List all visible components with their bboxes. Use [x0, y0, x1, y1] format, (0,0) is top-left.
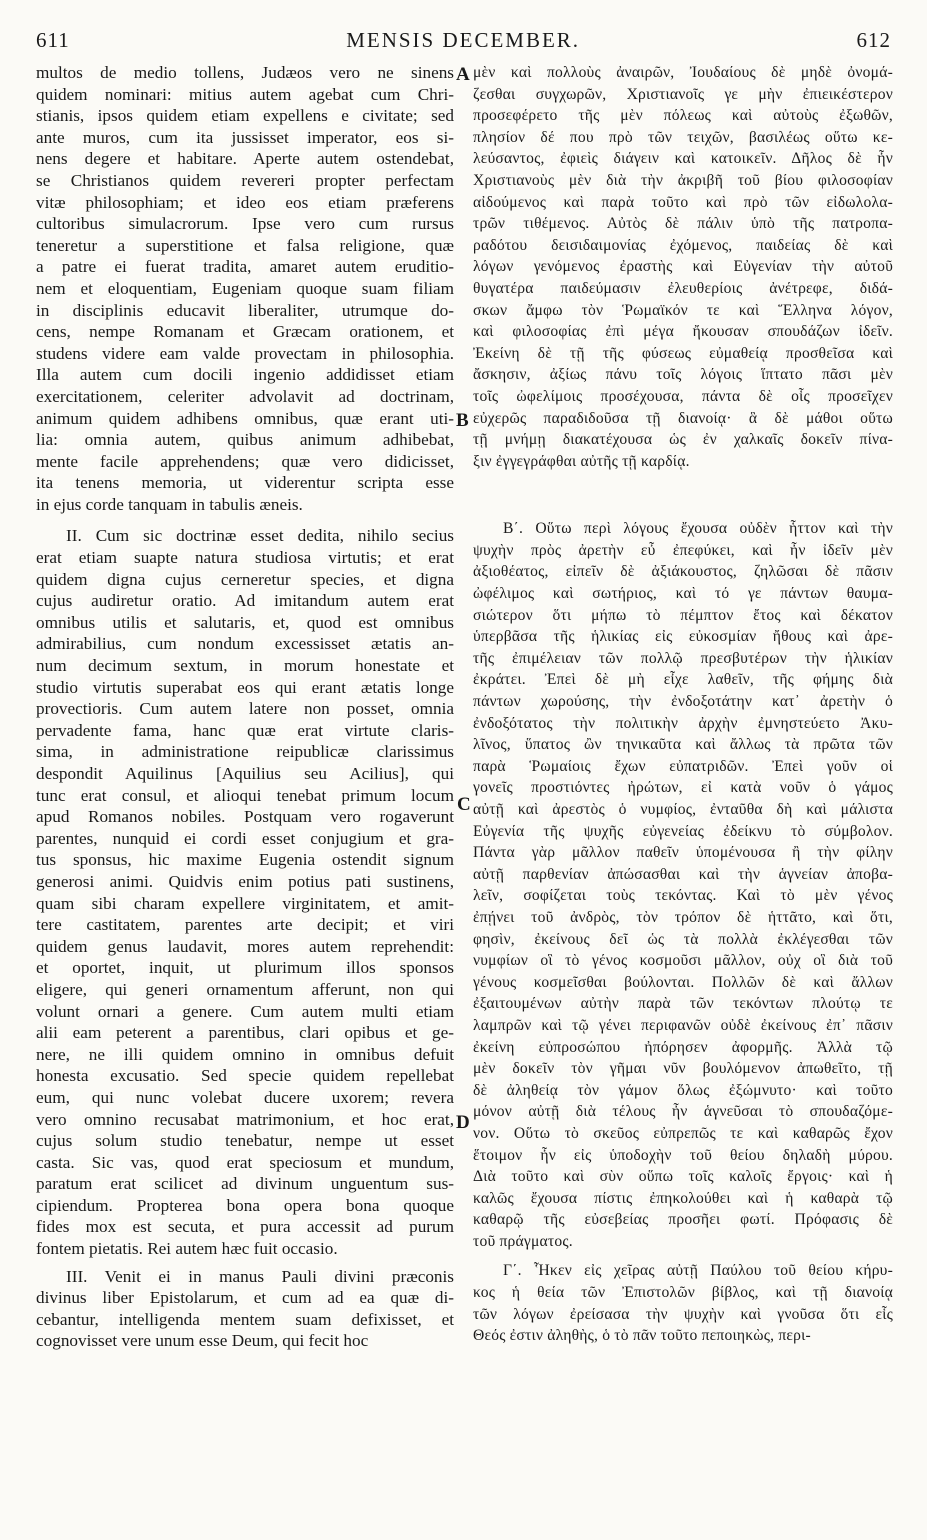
- text-line: stianis, ipsos quidem etiam expellens e civitate; sed: [36, 106, 454, 126]
- text-line: δὲ ἀληθείᾳ τὸν γάμον ὅλως ἐξώμνυτο· καὶ τοῦτο: [473, 1081, 893, 1099]
- text-line: εὐχερῶς παραδιδοῦσα τῇ διανοίᾳ· ἃ δὲ μάθοι οὕτω: [473, 409, 893, 427]
- text-line: animum quidem adhibens omnibus, quæ erant uti-: [36, 408, 454, 428]
- text-line: nere, ne illi quidem omnino in omnibus defuit: [36, 1044, 454, 1064]
- text-line: despondit Aquilinus [Aquilius seu Acilius], qui: [36, 764, 454, 783]
- text-line: admirabilius, cum nondum excessisset ætatis an-: [36, 634, 454, 654]
- text-line: ita tenens memoria, ut viderentur scripta esse: [36, 473, 454, 493]
- text-line: nens degere et habitare. Aperte autem ostendebat,: [36, 149, 454, 169]
- text-line: quam sibi charam expellere virginitatem, et amit-: [36, 893, 454, 913]
- text-line: ἐπῄνει τοῦ ἀνδρὸς, τὸν τρόπον δὲ ἡττᾶτο, καὶ ὅτι,: [473, 908, 893, 926]
- text-line: cultoribus simulacrorum. Ipse vero cum rursus: [36, 214, 454, 234]
- text-line: quidem nominari: mitius autem agebat cum Chri-: [36, 84, 454, 104]
- text-line: πλησίον δέ που πρὸ τῶν τειχῶν, βασιλέως οὕτω κε-: [473, 128, 893, 146]
- text-line: studio virtutis superabat eos qui erant ætatis longe: [36, 677, 454, 697]
- text-line: lia: omnia autem, quibus animum adhibebat,: [36, 430, 454, 450]
- text-line: et oportet, inquit, ut plurimum illos sponsos: [36, 958, 454, 978]
- text-line: nem et eloquentiam, Eugeniam quoque suam filiam: [36, 278, 454, 298]
- text-line: αἰδούμενος καὶ παρὰ τοῦτο καὶ πρὸ τῶν εἰδωλολα-: [473, 193, 893, 211]
- text-line: fontem pietatis. Rei autem hæc fuit occasio.: [36, 1239, 338, 1259]
- text-line: apud Romanos nobiles. Postquam vero rogaverunt: [36, 807, 454, 827]
- text-line: pervadente fama, hanc quæ erat virtute claris-: [36, 720, 454, 740]
- section-marker-d: D: [456, 1112, 470, 1133]
- text-line: studens videre eam valde provectam in philosophia.: [36, 343, 454, 363]
- text-line: mente facile apprehendens; quæ vero didicisset,: [36, 451, 454, 471]
- text-line: vitæ philosophiam; et ideo eos etiam præferens: [36, 192, 454, 212]
- text-line: λόγων γενόμενος ἐραστὴς καὶ Εὐγενίαν τὴν αὐτοῦ: [473, 258, 893, 276]
- text-line: τῶν λόγων ἐρείσασα τὴν ψυχὴν καὶ γνοῦσα ὅτι εἷς: [473, 1305, 893, 1323]
- greek-column: [473, 62, 893, 1347]
- text-line: ἕτοιμον ἦν εἰς ὑποδοχὴν τοῦ θείου δηλαδὴ μύρου.: [473, 1146, 893, 1164]
- text-line: ἀξιοθέατος, εἰπεῖν δὲ ἀξιάκουστος, ζηλῶσαι δὲ πᾶσιν: [473, 563, 893, 581]
- text-line: Πάντα γὰρ μᾶλλον παθεῖν ὑπομένουσα ἢ τὴν φίλην: [473, 844, 893, 862]
- text-line: τοῖς ὠφελίμοις προσέχουσα, πάντα δὲ οἷς προσεῖχεν: [473, 387, 893, 405]
- text-line: in ejus corde tanquam in tabulis æneis.: [36, 494, 303, 514]
- text-line: Χριστιανοὺς μὲν διὰ τὴν ἀκριβῆ τοῦ βίου φιλοσοφίαν: [473, 171, 893, 189]
- text-line: ἄσκησιν, ἀξίως πάνυ τοῖς λόγοις ἵπτατο πᾶσι μὲν: [473, 366, 893, 384]
- text-line: Θεός ἐστιν ἀληθὴς, ὁ τὸ πᾶν τοῦτο πεποιηκὼς, περι-: [473, 1327, 811, 1345]
- text-line: ἐνδοξότατος τὴν πολιτικὴν ἀρχὴν ἐμνηστεύετο Ἀκυ-: [473, 714, 893, 732]
- text-line: cujus solum studio tenebatur, nempe ut esset: [36, 1131, 454, 1151]
- latin-paragraph: [36, 525, 454, 1259]
- text-line: Ἐκείνη δὲ τῇ τῆς φύσεως εὐμαθείᾳ προσθεῖσα καὶ: [473, 344, 893, 362]
- text-line: paratum erat scilicet ad divinum unguentum sus-: [36, 1174, 454, 1194]
- section-marker-a: A: [456, 64, 470, 85]
- text-line: ὠφέλιμος καὶ σωτήριος, καὶ τό γε πάντων θαυμα-: [473, 585, 893, 603]
- text-line: quidem genus laudavit, mores autem reprehendit:: [36, 936, 454, 956]
- text-line: erat etiam suapte natura studiosa virtutis; et erat: [36, 548, 454, 568]
- text-line: cognovisset vere unum esse Deum, qui fecit hoc: [36, 1331, 369, 1351]
- text-line: τρῶν τιθέμενος. Αὐτὸς δὲ πάλιν ὑπὸ τῆς πατροπα-: [473, 215, 893, 233]
- text-line: ὑπερβᾶσα τῆς ἡλικίας εἰς εὐκοσμίαν ἤθους καὶ ἀρε-: [473, 628, 893, 646]
- text-line: τῆς ἐπιμέλειαν τῶν πολλῷ πρεσβυτέρων τὴν ἡλικίαν: [473, 649, 893, 667]
- text-line: Γ΄. Ἧκεν εἰς χεῖρας αὐτῇ Παύλου τοῦ θείου κήρυ-: [503, 1262, 893, 1280]
- text-line: καλῶς ἔχουσα πίστις ἐπηκολούθει καὶ ἡ καθαρὰ τῷ: [473, 1189, 893, 1207]
- text-line: casta. Sic vas, quod erat speciosum et mundum,: [36, 1152, 454, 1172]
- text-line: Διὰ τοῦτο καὶ σὺν οὕπω τοῖς καλοῖς ἔργοις· καὶ ἡ: [473, 1168, 893, 1186]
- text-line: cens, nempe Romanam et Græcam orationem, et: [36, 322, 454, 342]
- text-line: Εὐγενία τῆς ψυχῆς εὐγενείας ἐδείκνυ τὸ σύμβολον.: [473, 822, 893, 840]
- text-line: cipiendum. Propterea bona opera bona quoque: [36, 1195, 454, 1215]
- text-line: volunt ornari a genere. Cum autem multi etiam: [36, 1001, 454, 1021]
- section-marker-b: B: [456, 410, 469, 431]
- text-line: teneretur a superstitione et falsa religione, quæ: [36, 235, 454, 255]
- greek-paragraph: [473, 62, 893, 472]
- running-title: MENSIS DECEMBER.: [346, 28, 581, 52]
- latin-column: [36, 62, 454, 1352]
- text-line: παρὰ Ῥωμαίοις ἔχων εὐπατριδῶν. Ἐπεὶ γοῦν οἱ: [473, 757, 893, 775]
- text-line: λεύσαντος, ἐφιεὶς διάγειν καὶ κατοικεῖν. Δῆλος δὲ ἦν: [473, 150, 893, 168]
- text-line: Illa autem cum docili ingenio addidisset etiam: [36, 365, 454, 385]
- text-line: honesta excusatio. Sed specie quidem repellebat: [36, 1066, 454, 1086]
- text-line: tunc erat consul, et alioqui tenebat primum locum: [36, 785, 454, 805]
- text-line: multos de medio tollens, Judæos vero ne sinens: [36, 63, 454, 82]
- section-marker-c: C: [457, 794, 471, 815]
- text-line: generosi animi. Quidvis enim potius pati sustinens,: [36, 871, 454, 891]
- latin-paragraph: [36, 62, 454, 515]
- text-line: λεῖν, σοφίζεται τοὺς τεκόντας. Καὶ τὸ μὲν γένος: [473, 887, 893, 905]
- text-line: cebantur, intelligenda mentem suam defixisset, et: [36, 1309, 454, 1329]
- text-line: προσεφέρετο τῆς μὲν πόλεως καὶ αὐτοὺς ἐξωθῶν,: [473, 107, 893, 125]
- text-line: Β΄. Οὕτω περὶ λόγους ἔχουσα οὐδὲν ἧττον καὶ τὴν: [503, 520, 893, 538]
- text-line: ραδότου δεισιδαιμονίας ἐχόμενος, παιδείας δὲ καὶ: [473, 236, 893, 254]
- text-line: θυγατέρα παιδεύμασιν ἐλευθερίοις ἀνέτρεφε, διδά-: [473, 279, 893, 297]
- right-page-number: 612: [856, 28, 891, 52]
- text-line: fides mox est secuta, et pura accessit ad purum: [36, 1217, 454, 1237]
- text-line: σκων ἄμφω τὸν Ῥωμαϊκόν τε καὶ Ἕλληνα λόγον,: [473, 301, 893, 319]
- text-line: μόνον αὐτῇ διὰ τέλους ἦν ἁγνεῦσαι τὸ σπουδαζόμε-: [473, 1103, 893, 1121]
- text-line: eum, qui nunc volebat ducere uxorem; revera: [36, 1087, 454, 1107]
- latin-paragraph: [36, 1266, 454, 1352]
- text-line: ζεσθαι συγχωρῶν, Χριστιανοῖς γε μὴν ἐπιεικέστερον: [473, 85, 893, 103]
- text-line: κος ἡ θεία τῶν Ἐπιστολῶν βίβλος, καὶ τῇ διανοίᾳ: [473, 1284, 893, 1302]
- text-line: in disciplinis educavit liberaliter, utrumque do-: [36, 300, 454, 320]
- text-line: tere castitatem, parentes arte decipit; et viri: [36, 915, 454, 935]
- text-line: se Christianos quidem revereri propter perfectam: [36, 170, 454, 190]
- text-line: τοῦ πράγματος.: [473, 1232, 573, 1250]
- text-line: III. Venit ei in manus Pauli divini præconis: [66, 1266, 454, 1286]
- text-line: μὲν καὶ πολλοὺς ἀναιρῶν, Ἰουδαίους δὲ μηδὲ ὀνομά-: [473, 64, 893, 81]
- text-line: ξιν ἐγγεγράφθαι αὐτῆς τῇ καρδίᾳ.: [473, 452, 690, 470]
- text-line: quidem digna cujus cerneretur species, et digna: [36, 569, 454, 589]
- text-line: II. Cum sic doctrinæ esset dedita, nihilo secius: [66, 526, 454, 546]
- text-line: divinus liber Epistolarum, et cum ad ea quæ di-: [36, 1288, 454, 1308]
- text-line: φησὶν, ἐκείνους δεῖ ὡς τὰ πολλὰ ἐκλέγεσθαι τῶν: [473, 930, 893, 948]
- text-line: ἐξαιτουμένων αὐτὴν παρὰ τῶν τεκόντων πλούτῳ τε: [473, 995, 893, 1013]
- running-header: [36, 28, 891, 58]
- text-line: πάντων χωρούσης, τὴν ἐνδοξοτάτην κατ᾽ ἀρετὴν ὁ: [473, 693, 893, 711]
- text-line: ante muros, cum ita jussisset imperator, eos si-: [36, 127, 454, 147]
- greek-paragraph: [473, 1260, 893, 1346]
- text-line: a patre ei fuerat tradita, amaret autem eruditio-: [36, 257, 454, 277]
- text-line: σιώτερον ὅτι μήπω τὸ πέμπτον ἔτος καὶ δέκατον: [473, 606, 893, 624]
- text-line: omnibus utilis et salutaris, et, quod est omnibus: [36, 612, 454, 632]
- text-line: provectioris. Cum autem latere non posset, omnia: [36, 699, 454, 719]
- text-line: eligere, qui generi ornamentum afferunt, non qui: [36, 979, 454, 999]
- text-line: νυμφίων οἳ τὸ γένος κοσμοῦσι μᾶλλον, οὐχ οἳ διὰ τοῦ: [473, 952, 893, 970]
- text-line: αὐτῇ παρθενίαν ἀπώσασθαι καὶ τὴν ἁγνείαν ἀποβα-: [473, 865, 893, 883]
- text-line: ἐκείνη εὐπροσώπου ἠπόρησεν ἀφορμῆς. Ἀλλὰ τῷ: [473, 1038, 893, 1056]
- text-line: αὐτῇ καὶ ἀρεστὸς ὁ νυμφίος, ἐνταῦθα δὴ καὶ μάλιστα: [473, 801, 893, 818]
- text-line: γονεῖς προστιόντες ἠρώτων, εἰ κατὰ νοῦν ὁ γάμος: [473, 779, 893, 797]
- text-line: λαμπρῶν καὶ τῷ γένει περιφανῶν οὐδὲ ἐκείνους ἐπ᾽ πᾶσιν: [473, 1016, 893, 1034]
- text-line: ἐκράτει. Ἐπεὶ δὲ μὴ εἶχε λαθεῖν, τῆς φήμης διὰ: [473, 671, 893, 689]
- text-line: λῖνος, ὕπατος ὢν τηνικαῦτα καὶ ἄλλως τὰ πρῶτα τῶν: [473, 736, 893, 754]
- text-line: μὲν δοκεῖν τὸν γῆμαι νῦν βουλόμενον ἀπωθεῖτο, τῇ: [473, 1060, 893, 1078]
- greek-paragraph: [473, 518, 893, 1252]
- text-line: καθαρῷ τῆς εὐσεβείας προσῆει φωτί. Πρόφασις δὲ: [473, 1211, 893, 1229]
- left-page-number: 611: [36, 28, 70, 52]
- text-line: num decimum sextum, in morum honestate et: [36, 656, 454, 676]
- text-line: νον. Οὕτω τὸ σκεῦος εὐπρεπῶς τε καὶ καθαρῶς ἔχον: [473, 1124, 893, 1142]
- text-line: ψυχὴν πρὸς ἀρετὴν εὖ ἐπεφύκει, καὶ ἦν ἰδεῖν μὲν: [473, 541, 893, 559]
- text-line: exercitationem, celeriter advolavit ad doctrinam,: [36, 386, 454, 406]
- text-line: καὶ φιλοσοφίας ἐπὶ μέγα ἤκουσαν σπουδάζων ἰδεῖν.: [473, 323, 893, 341]
- text-line: vero omnino recusabat matrimonium, et hoc erat,: [36, 1109, 454, 1129]
- text-line: γένους κοσμεῖσθαι βούλονται. Πολλῶν δὲ καὶ ἄλλων: [473, 973, 893, 991]
- text-line: τῇ μνήμῃ διακατέχουσα ὡς ἐν χαλκαῖς δοκεῖν πίνα-: [473, 431, 893, 449]
- text-line: tus sponsus, hic maxime Eugenia ostendit signum: [36, 850, 454, 870]
- text-line: cujus audiretur oratio. Ad imitandum autem erat: [36, 591, 454, 611]
- text-line: sima, in administratione reipublicæ clarissimus: [36, 742, 454, 762]
- text-line: parentes, nunquid ei cordi esset conjugium et gra-: [36, 828, 454, 848]
- text-line: alii eam peterent a parentibus, clari opibus et ge-: [36, 1023, 454, 1043]
